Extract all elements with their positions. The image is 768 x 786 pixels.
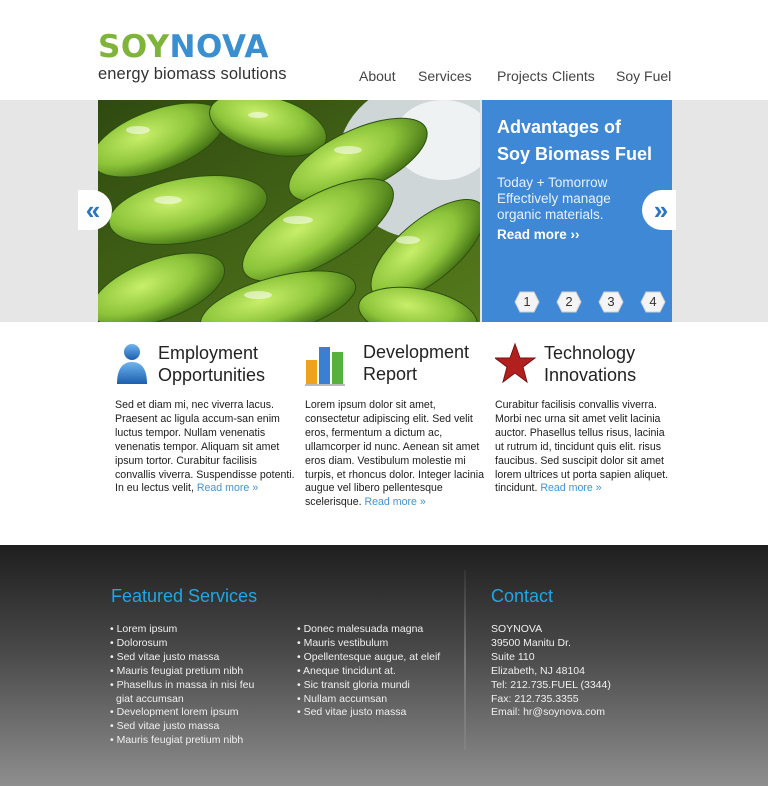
site-header (0, 0, 768, 100)
feature-text (495, 399, 675, 496)
list-item[interactable]: • Donec malesuada magna (297, 623, 424, 635)
list-item[interactable]: • Mauris vestibulum (297, 636, 389, 649)
feature-title (158, 342, 265, 386)
feature-text (305, 399, 485, 510)
slide-page-1[interactable] (514, 291, 540, 313)
promo-title (497, 114, 667, 168)
slider-next-button[interactable] (642, 190, 676, 230)
list-item[interactable]: • Phasellus in massa in nisi feu giat accumsan (110, 678, 255, 705)
featured-services-heading: Featured Services (111, 586, 258, 606)
logo-tagline: energy biomass solutions (98, 65, 287, 83)
list-item[interactable]: • Sic transit gloria mundi (297, 678, 410, 691)
promo-text-line1: Today + Tomorrow (497, 175, 608, 190)
feature-body: Sed et diam mi, nec viverra lacus. Praesent ac ligula accum-san enim luctus tempor. Nullam venenatis venenatis tempor. Aliquam sit amet ipsum tortor. Curabitur facilisis convallis viverra. Suspendisse potenti. In eu lectus velit, (115, 399, 295, 495)
slide-page-4[interactable] (640, 291, 666, 313)
nav-clients[interactable]: Clients (552, 68, 595, 84)
list-item[interactable]: • Mauris feugiat pretium nibh (110, 664, 244, 677)
chevron-right-icon: » (653, 195, 669, 225)
logo-soy: SOY (98, 29, 170, 65)
promo-title-line2: Soy Biomass Fuel (497, 144, 653, 164)
read-more-link[interactable]: Read more » (196, 482, 259, 495)
chevron-left-icon: « (85, 195, 101, 225)
contact-heading: Contact (491, 586, 554, 606)
featured-services-list-2 (297, 623, 467, 720)
hero-slider (0, 100, 768, 322)
contact-fax: Fax: 212.735.3355 (491, 692, 579, 705)
list-item[interactable]: • Nullam accumsan (297, 692, 388, 705)
list-item[interactable]: • Development lorem ipsum (110, 706, 239, 719)
slide-page-3[interactable] (598, 291, 624, 313)
bar-chart-icon (305, 338, 345, 388)
list-item[interactable]: • Lorem ipsum (110, 623, 178, 635)
featured-services-list-1 (110, 623, 280, 748)
nav-services[interactable]: Services (418, 68, 472, 84)
contact-tel: Tel: 212.735.FUEL (3344) (491, 678, 611, 691)
list-item[interactable]: • Sed vitae justo massa (110, 650, 220, 663)
slide-page-4-label: 4 (649, 294, 657, 309)
feature-title-line2: Report (363, 364, 418, 384)
promo-title-line1: Advantages of (497, 117, 622, 137)
footer-divider (464, 570, 466, 750)
feature-title-line2: Opportunities (158, 365, 266, 385)
feature-title-line1: Technology (544, 343, 636, 363)
feature-title (363, 341, 469, 385)
person-icon (115, 338, 155, 388)
nav-soy-fuel[interactable]: Soy Fuel (616, 68, 672, 84)
promo-text-line3: organic materials. (497, 207, 604, 222)
list-item[interactable]: • Aneque tincidunt at. (297, 664, 396, 677)
contact-info (491, 623, 611, 720)
contact-email[interactable]: Email: hr@soynova.com (491, 706, 605, 719)
soybean-photo (98, 100, 480, 322)
contact-suite: Suite 110 (491, 650, 535, 663)
feature-title-line1: Development (363, 342, 470, 362)
nav-projects[interactable]: Projects (497, 68, 548, 84)
read-more-link[interactable]: Read more » (540, 482, 602, 495)
feature-body: Lorem ipsum dolor sit amet, consectetur adipiscing elit. Sed velit eros, fermentum a dictum ac, ullamcorper id nunc. Aenean sit amet eros diam. Vestibulum molestie mi turpis, et rhoncus dolor. Integer lacinia augue vel libero pellentesque scelerisque. (305, 399, 485, 509)
star-icon (495, 338, 535, 388)
logo-wordmark (98, 30, 287, 64)
slide-page-2[interactable] (556, 291, 582, 313)
slide-page-2-label: 2 (565, 294, 573, 309)
feature-title-line2: Innovations (544, 365, 637, 385)
list-item[interactable]: • Sed vitae justo massa (110, 720, 220, 733)
site-footer (0, 545, 768, 786)
logo-nova: NOVA (169, 29, 269, 65)
list-item[interactable]: • Mauris feugiat pretium nibh (110, 734, 244, 747)
contact-city: Elizabeth, NJ 48104 (491, 664, 585, 677)
contact-company: SOYNOVA (491, 623, 543, 635)
list-item[interactable]: • Sed vitae justo massa (297, 706, 407, 719)
feature-text (115, 399, 295, 496)
feature-body: Curabitur facilisis convallis viverra. Morbi nec urna sit amet velit lacinia auctor. Phasellus tellus risus, lacinia ut rutrum id, tincidunt quis elit. risus faucibus. Sed suscipit dolor sit amet lorem ultrices ut porta sapien aliquet. tincidunt. (495, 399, 669, 495)
promo-text (497, 175, 667, 223)
nav-about[interactable]: About (359, 68, 396, 84)
read-more-link[interactable]: Read more » (364, 496, 426, 509)
main-nav (0, 68, 768, 88)
slide-page-1-label: 1 (523, 294, 531, 309)
promo-text-line2: Effectively manage (497, 191, 611, 206)
list-item[interactable]: • Opellentesque augue, at eleif (297, 650, 441, 663)
contact-street: 39500 Manitu Dr. (491, 636, 571, 649)
promo-read-more-link[interactable]: Read more ›› (497, 227, 580, 242)
feature-title-line1: Employment (158, 343, 259, 363)
feature-title (544, 342, 636, 386)
list-item[interactable]: • Dolorosum (110, 636, 168, 649)
slide-page-3-label: 3 (607, 294, 615, 309)
